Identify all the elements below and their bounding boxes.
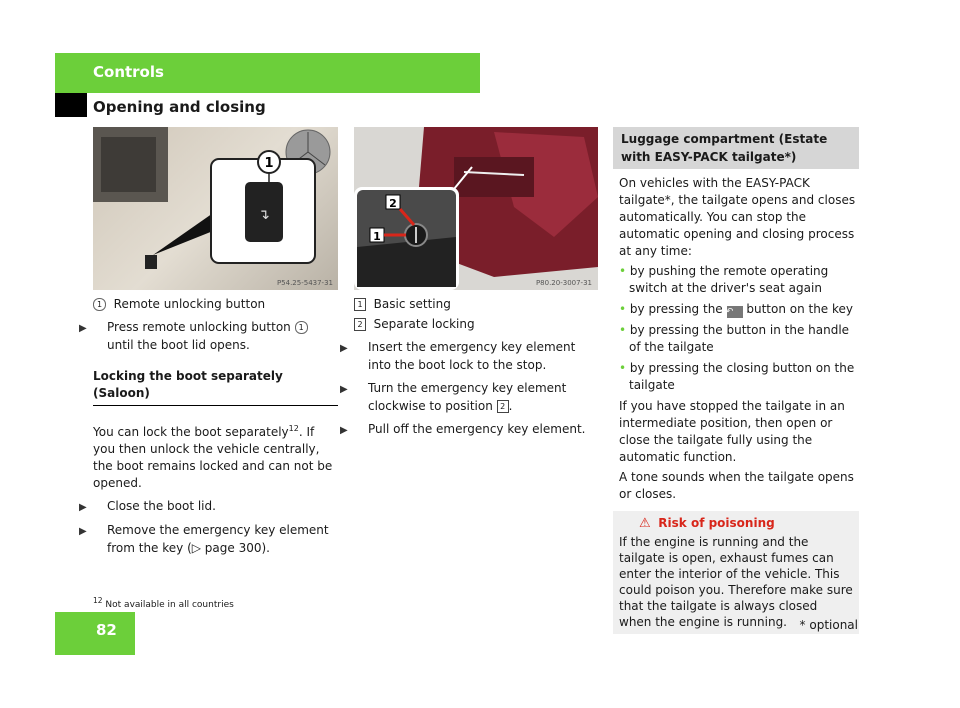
callout-marker: 1 [93,298,106,311]
column-2 [340,296,598,445]
section-title: Controls [93,63,164,81]
step-arrow-icon: ▶ [340,425,348,436]
instruction-step: ▶ Turn the emergency key element clockwise to position 2 . [340,381,567,413]
step-arrow-icon: ▶ [79,323,87,334]
image-callout: 1 [373,230,381,243]
body-paragraph: You can lock the boot separately$^{12}$. If you then unlock the vehicle centrally, the boot remains locked and can not be opened. [93,424,333,490]
column-1 [79,296,338,563]
legend-item: 1 Basic setting [354,296,598,313]
tailgate-key-icon: ↶ [727,306,743,318]
warning-text: If the engine is running and the tailgate is open, exhaust fumes can enter the interior of the vehicle. This could poison you. Therefore make sure that the tailgate is always closed when the engine is running. [619,535,853,629]
list-item: • by pressing the button in the handle of the tailgate [619,323,850,354]
column-3 [613,127,859,634]
legend-item: 2 Separate locking [354,316,598,333]
image-code: P54.25-5437-31 [276,279,333,287]
list-item: • by pressing the ↶ button on the key [619,302,854,317]
instruction-step: ▶ Insert the emergency key element into the boot lock to the stop. [340,340,576,372]
footnote: $^{12}$ Not available in all countries [93,596,234,610]
legend-item: 1 Remote unlocking button [93,296,338,313]
body-paragraph: A tone sounds when the tailgate opens or closes. [619,470,854,501]
callout-marker: 2 [354,318,366,331]
step-arrow-icon: ▶ [79,502,87,513]
callout-marker: 1 [354,298,366,311]
warning-title: Risk of poisoning [658,516,775,530]
list-item: • by pressing the closing button on the tailgate [619,361,855,392]
page-number-box [55,612,135,655]
image-callout: 1 [264,156,274,171]
remote-unlock-photo [93,127,338,290]
list-item: • by pushing the remote operating switch at the driver's seat again [619,264,829,295]
page-number: 82 [96,621,117,639]
optional-note: * optional [799,618,858,632]
instruction-step: ▶ Pull off the emergency key element. [354,421,598,439]
instruction-step: ▶ Close the boot lid. [93,498,338,516]
boot-lock-illustration [354,127,598,290]
callout-marker: 1 [295,321,308,334]
section-heading: Luggage compartment (Estate with EASY-PACK tailgate*) [613,127,859,169]
warning-icon: ⚠ [639,516,651,531]
step-arrow-icon: ▶ [340,343,348,354]
step-arrow-icon: ▶ [340,384,348,395]
section-heading: Locking the boot separately (Saloon) [93,368,338,406]
instruction-step: ▶ Press remote unlocking button 1 until the boot lid opens. [93,319,338,354]
image-code: P80.20-3007-31 [535,279,592,287]
body-paragraph: On vehicles with the EASY-PACK tailgate*, the tailgate opens and closes automatically. You can stop the automatic opening and closing process at any time: [619,176,856,258]
boot-lock-photo [354,127,598,290]
image-callout: 2 [389,197,397,210]
callout-marker: 2 [497,400,509,413]
step-arrow-icon: ▶ [79,526,87,537]
page-title: Opening and closing [93,98,266,116]
svg-text:↴: ↴ [258,207,270,223]
body-paragraph: If you have stopped the tailgate in an intermediate position, then open or close the tailgate fully using the automatic function. [619,399,845,464]
header-marker [55,93,87,117]
remote-unlock-illustration [93,127,338,290]
instruction-step: ▶ Remove the emergency key element from the key (▷ page 300). [79,523,329,555]
warning-box [613,511,859,634]
